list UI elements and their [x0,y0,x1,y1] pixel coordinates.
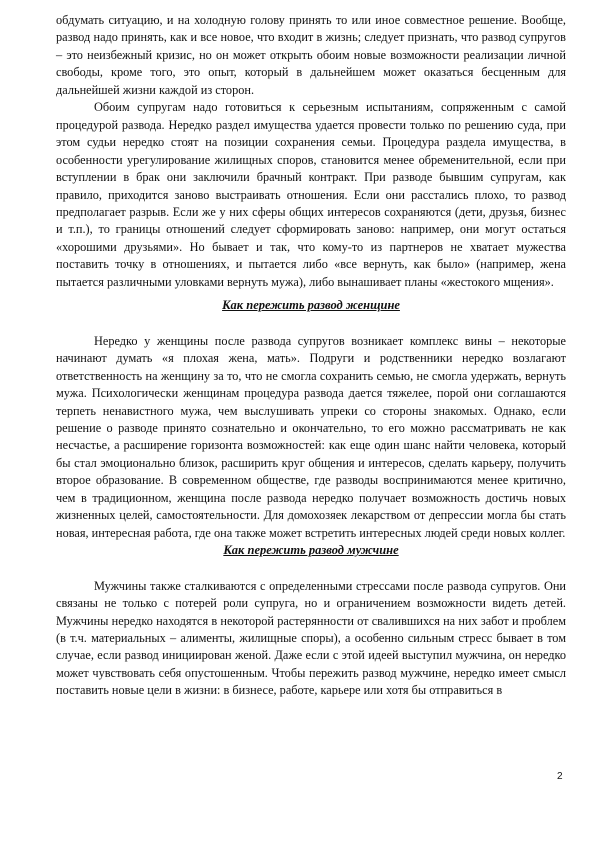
paragraph-men: Мужчины также сталкиваются с определенными стрессами после развода супругов. Они связаны не только с потерей роли супруга, но и ограничением возможности видеть детей. Мужчины нередко находятся в некоторой растерянности от свалившихся на них забот и проблем (в т.ч. материальных – алименты, жилищные споры), а особенно сильным стресс бывает в том случае, если развод инициирован женой. Даже если с этой идеей выступил мужчина, он нередко может чувствовать себя опустошенным. Чтобы пережить развод мужчине, нередко имеет смысл поставить новые цели в жизни: в бизнесе, работе, карьере или хотя бы отправиться в [56,578,566,698]
paragraph-women: Нередко у женщины после развода супругов возникает комплекс вины – некоторые начинают думать «я плохая жена, мать». Подруги и родственники нередко возлагают ответственность на женщину за то, что не смогла сохранить семью, не смогла удержать, вернуть мужа. Психологически женщинам процедура развода дается тяжелее, порой они соглашаются терпеть ненавистного мужа, чем выслушивать упреки со стороны знакомых. Однако, если решение о разводе принято сознательно и окончательно, то его можно рассматривать не как несчастье, а расширение горизонта возможностей: как еще один шанс найти человека, который бы стал эмоционально близок, расширить круг общения и интересов, сделать карьеру, получить второе образование. В современном обществе, где разводы воспринимаются менее критично, чем в традиционном, женщина после развода нередко получает возможность достичь новых жизненных целей, самостоятельности. Для домохозяек лекарством от депрессии могла бы стать новая, интересная работа, где она также может встретить интересных людей среди новых коллег. [56,333,566,540]
document-body [56,12,566,700]
paragraph-intro-continuation: обдумать ситуацию, и на холодную голову принять то или иное совместное решение. Вообще, развод надо принять, как и все новое, что входит в жизнь; следует признать, что развод супругов – это неизбежный кризис, но он может открыть обоим новые возможности реализации личной свободы, кроме того, это опыт, который в дальнейшем может оказаться бесценным для дальнейшей жизни каждой из сторон. [56,13,566,97]
spacer [56,321,566,333]
spacer [56,566,566,578]
section-heading-women: Как пережить развод женщине [222,298,400,313]
section-heading-men: Как пережить развод мужчине [223,543,399,558]
paragraph-property-division: Обоим супругам надо готовиться к серьезным испытаниям, сопряженным с самой процедурой развода. Нередко раздел имущества удается провести только по решению суда, при этом судьи нередко стоят на позиции сохранения семьи. Процедура раздела имущества, в особенности урегулирование жилищных споров, становится менее обременительной, если при вступлении в брак они заключили брачный контракт. При разводе бывшим супругам, как правило, приходится заново выстраивать отношения. Если они расстались плохо, то развод предполагает разрыв. Если же у них сферы общих интересов сохраняются (дети, друзья, бизнес и т.п.), то границы отношений следует сформировать заново: например, они могут остаться «хорошими друзьями». Но бывает и так, что кому-то из партнеров не хватает мужества поставить точку в отношениях, и пытается либо «все вернуть, как было» (например, жена пытается различными уловками вернуть мужа), либо вынашивает планы «жестокого мщения». [56,100,566,289]
page-number: 2 [557,771,563,782]
